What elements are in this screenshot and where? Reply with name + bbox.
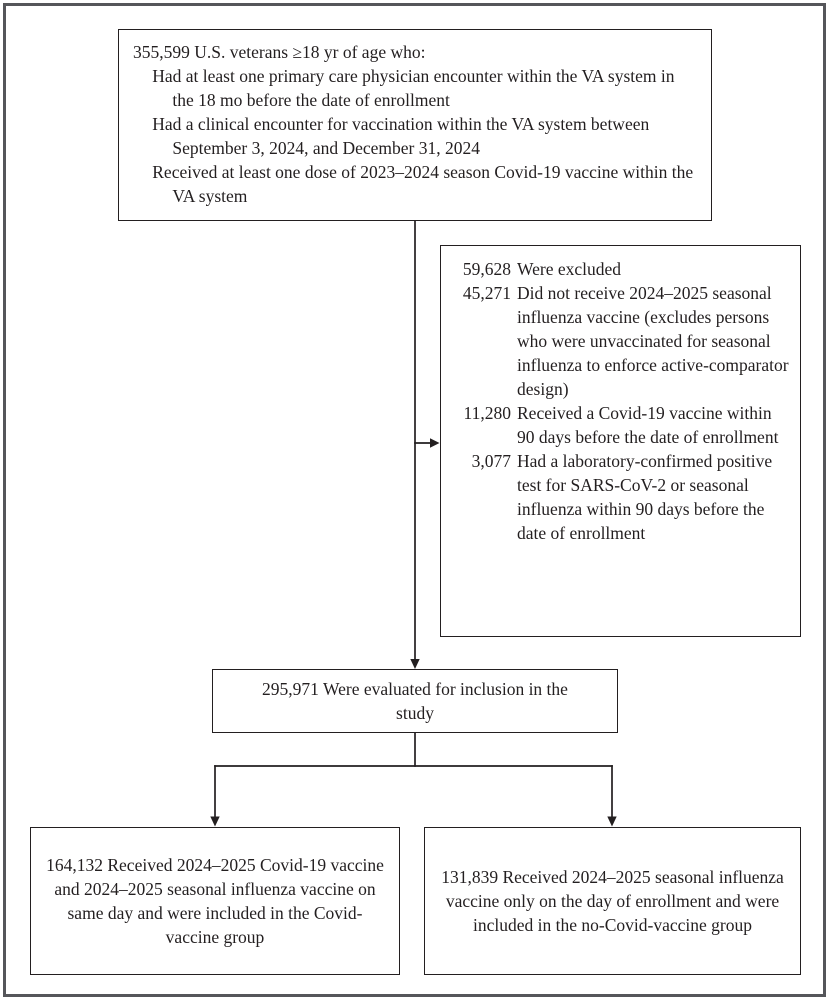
exclusion-reason-count: 45,271 bbox=[462, 283, 511, 303]
no-covid-vaccine-group-box bbox=[424, 827, 801, 975]
eligibility-criterion: Received at least one dose of 2023–2024 season Covid-19 vaccine within the VA system bbox=[152, 162, 694, 206]
evaluated-box bbox=[212, 669, 618, 733]
exclusion-reason bbox=[453, 281, 792, 401]
arrowhead-into-left-group-box bbox=[210, 817, 219, 827]
excluded-box bbox=[440, 245, 801, 637]
exclusion-reason-count: 11,280 bbox=[463, 403, 511, 423]
exclusion-reason-text: Received a Covid-19 vaccine within 90 days before the date of enrollment bbox=[517, 403, 779, 447]
arrowhead-into-excluded-box bbox=[430, 438, 440, 447]
arrowhead-into-right-group-box bbox=[607, 817, 616, 827]
exclusion-reason-text: Had a laboratory-confirmed positive test for SARS-CoV-2 or seasonal influenza within 90 days before the date of enrollment bbox=[517, 451, 773, 543]
covid-vaccine-group-text: 164,132 Received 2024–2025 Covid-19 vaccine and 2024–2025 seasonal influenza vaccine on same day and were included in the Covid-vaccine group bbox=[46, 855, 384, 947]
covid-vaccine-group-box bbox=[30, 827, 400, 975]
excluded-header bbox=[453, 257, 792, 281]
evaluated-text: 295,971 Were evaluated for inclusion in the study bbox=[262, 679, 568, 723]
eligibility-intro: 355,599 U.S. veterans ≥18 yr of age who: bbox=[133, 42, 426, 62]
exclusion-reason-text: Did not receive 2024–2025 seasonal influenza vaccine (excludes persons who were unvaccinated for seasonal influenza to enforce active-comparator design) bbox=[517, 283, 789, 399]
eligibility-criterion: Had a clinical encounter for vaccination within the VA system between September 3, 2024, and December 31, 2024 bbox=[152, 114, 650, 158]
excluded-label: Were excluded bbox=[517, 259, 622, 279]
exclusion-reason bbox=[453, 401, 792, 449]
arrowhead-into-evaluated-box bbox=[410, 659, 419, 669]
no-covid-vaccine-group-text: 131,839 Received 2024–2025 seasonal influenza vaccine only on the day of enrollment and were included in the no-Covid-vaccine group bbox=[441, 867, 784, 935]
excluded-count: 59,628 bbox=[462, 259, 511, 279]
exclusion-reason bbox=[453, 449, 792, 545]
exclusion-reason-count: 3,077 bbox=[471, 451, 511, 471]
eligibility-box bbox=[118, 29, 712, 221]
eligibility-criterion: Had at least one primary care physician encounter within the VA system in the 18 mo before the date of enrollment bbox=[152, 66, 675, 110]
